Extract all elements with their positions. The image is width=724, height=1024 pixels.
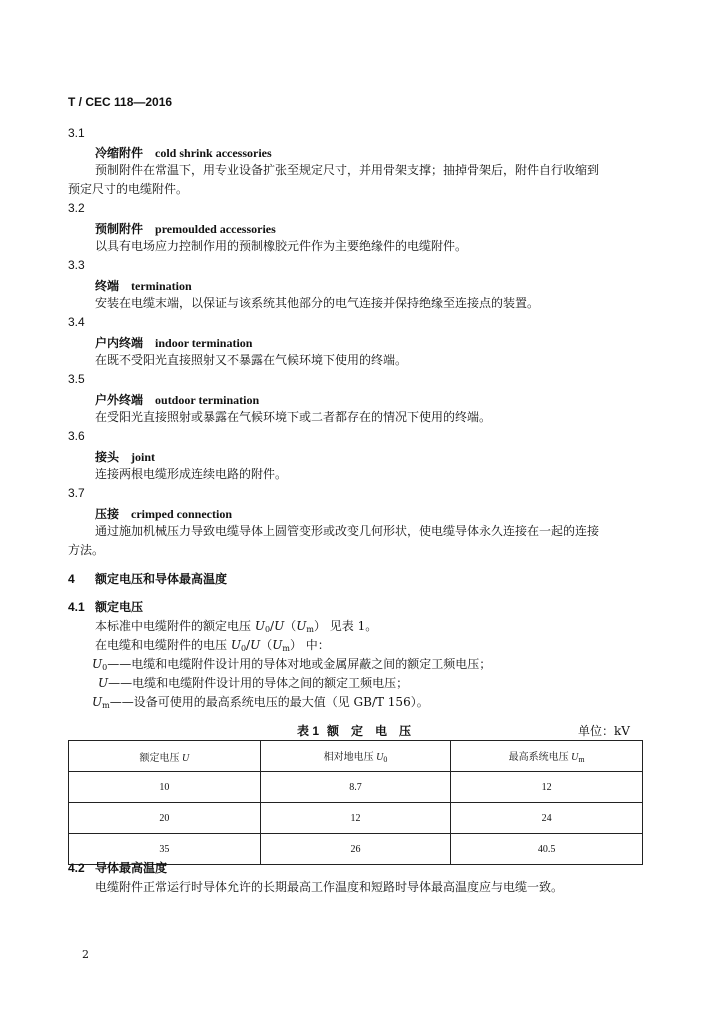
- subsection-heading: [68, 598, 143, 615]
- body-text: 在电缆和电缆附件的电压 $U_0/U(U_m)$ 中：: [95, 638, 330, 653]
- term-heading: [95, 391, 259, 408]
- term-en: premoulded accessories: [155, 222, 276, 236]
- definition-text: 在既不受阳光直接照射又不暴露在气候环境下使用的终端。: [95, 353, 408, 367]
- table-cell: 24: [451, 803, 643, 834]
- clause-number: 3.2: [68, 201, 85, 215]
- column-header: 最高系统电压 $U_m$: [451, 741, 643, 772]
- definition-text: 以具有电场应力控制作用的预制橡胶元件作为主要绝缘件的电缆附件。: [95, 239, 468, 253]
- table-cell: 12: [260, 803, 451, 834]
- table-cell: 12: [451, 772, 643, 803]
- term-heading: [95, 505, 232, 522]
- term-cn: 冷缩附件: [95, 146, 144, 160]
- symbol-definition: $U_0——$电缆和电缆附件设计用的导体对地或金属屏蔽之间的额定工频电压；: [92, 657, 492, 672]
- table-row: [69, 803, 643, 834]
- term-cn: 压接: [95, 507, 120, 521]
- section-title: 额定电压: [95, 600, 144, 614]
- clause-number: 3.4: [68, 315, 85, 329]
- definition-text: 安装在电缆末端，以保证与该系统其他部分的电气连接并保持绝缘至连接点的装置。: [95, 296, 540, 310]
- term-cn: 接头: [95, 450, 120, 464]
- page-number: 2: [82, 948, 89, 961]
- table-cell: 35: [69, 834, 261, 865]
- subsection-heading: [68, 859, 167, 876]
- table-cell: 26: [260, 834, 451, 865]
- definition-text-cont: 预定尺寸的电缆附件。: [68, 182, 189, 196]
- definition-text: 通过施加机械压力导致电缆导体上圆管变形或改变几何形状，使电缆导体永久连接在一起的连接: [95, 524, 600, 538]
- column-header: 相对地电压 $U_0$: [260, 741, 451, 772]
- term-en: joint: [131, 450, 156, 464]
- table-cell: 20: [69, 803, 261, 834]
- section-number: 4.2: [68, 861, 85, 875]
- table-row: [69, 772, 643, 803]
- column-header: 额定电压 U: [69, 741, 261, 772]
- body-text: 电缆附件正常运行时导体允许的长期最高工作温度和短路时导体最高温度应与电缆一致。: [95, 880, 564, 894]
- clause-number: 3.5: [68, 372, 85, 386]
- table-header-row: [69, 741, 643, 772]
- definition-text: 在受阳光直接照射或暴露在气候环境下或二者都存在的情况下使用的终端。: [95, 410, 492, 424]
- term-heading: [95, 277, 192, 294]
- section-number: 4.1: [68, 600, 85, 614]
- term-heading: [95, 334, 252, 351]
- definition-text: 预制附件在常温下，用专业设备扩张至规定尺寸，并用骨架支撑；抽掉骨架后，附件自行收缩到: [95, 163, 600, 177]
- definition-text-cont: 方法。: [68, 543, 105, 557]
- term-cn: 终端: [95, 279, 120, 293]
- term-cn: 户内终端: [95, 336, 144, 350]
- section-title: 额定电压和导体最高温度: [95, 572, 228, 586]
- term-cn: 预制附件: [95, 222, 144, 236]
- symbol-definition: U——电缆和电缆附件设计用的导体之间的额定工频电压；: [98, 676, 409, 690]
- symbol-definition: $U_m——$设备可使用的最高系统电压的最大值（见 GB/T 156）。: [92, 695, 429, 710]
- section-number: 4: [68, 572, 75, 586]
- term-cn: 户外终端: [95, 393, 144, 407]
- table-cell: 10: [69, 772, 261, 803]
- rated-voltage-table: [68, 740, 643, 865]
- term-en: outdoor termination: [155, 393, 260, 407]
- clause-number: 3.3: [68, 258, 85, 272]
- section-title: 导体最高温度: [95, 861, 168, 875]
- term-en: cold shrink accessories: [155, 146, 272, 160]
- definition-text: 连接两根电缆形成连续电路的附件。: [95, 467, 288, 481]
- term-en: crimped connection: [131, 507, 233, 521]
- term-heading: [95, 220, 276, 237]
- term-heading: [95, 448, 155, 465]
- table-cell: 40.5: [451, 834, 643, 865]
- table-unit: 单位：kV: [578, 724, 630, 738]
- table-cell: 8.7: [260, 772, 451, 803]
- clause-number: 3.7: [68, 486, 85, 500]
- table-title: 表 1 额定电压: [297, 724, 424, 738]
- standard-code: T / CEC 118—2016: [68, 95, 173, 109]
- clause-number: 3.1: [68, 126, 85, 140]
- clause-number: 3.6: [68, 429, 85, 443]
- term-en: termination: [131, 279, 192, 293]
- term-heading: [95, 144, 272, 161]
- section-heading: [68, 570, 227, 587]
- term-en: indoor termination: [155, 336, 253, 350]
- body-text: 本标准中电缆附件的额定电压 $U_0/U(U_m)$ 见表 1。: [95, 619, 378, 634]
